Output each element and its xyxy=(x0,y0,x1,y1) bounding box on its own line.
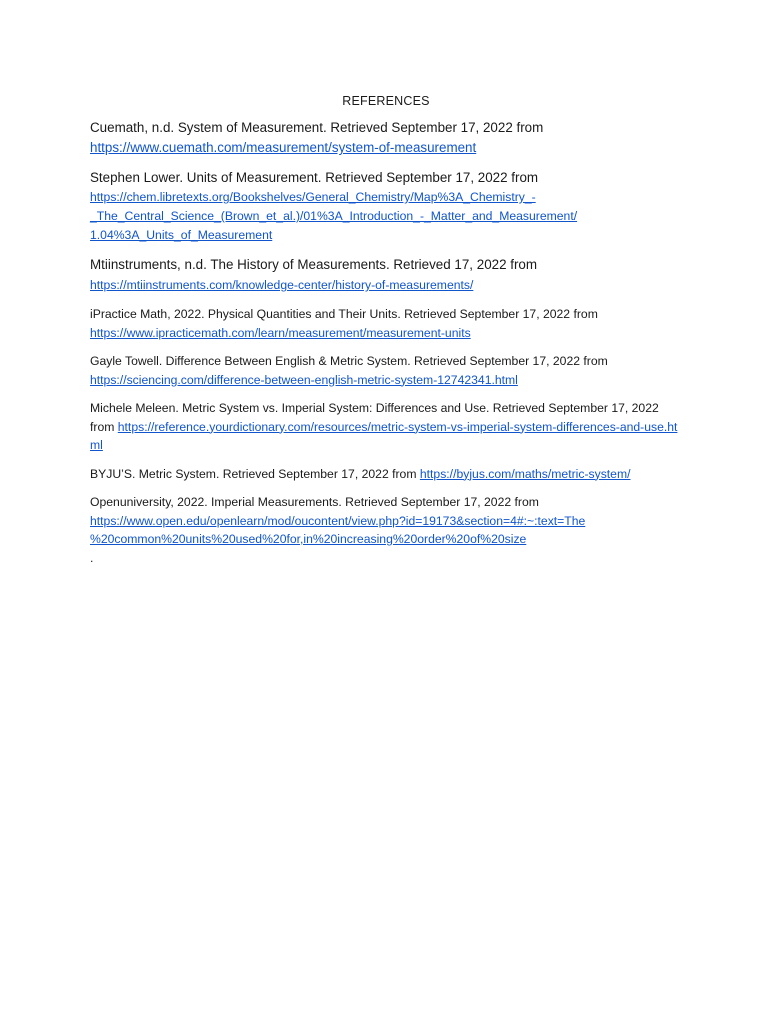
reference-link[interactable]: https://www.ipracticemath.com/learn/measurement/measurement-units xyxy=(90,325,471,340)
page-title: REFERENCES xyxy=(342,94,430,108)
reference-item xyxy=(90,352,682,389)
reference-link[interactable]: https://www.cuemath.com/measurement/system-of-measurement xyxy=(90,140,477,155)
reference-text: BYJU’S. Metric System. Retrieved September 17, 2022 from xyxy=(90,466,417,481)
reference-link-line: https://www.open.edu/openlearn/mod/oucontent/view.php?id=19173&section=4#:~:text=The xyxy=(90,513,586,528)
reference-item xyxy=(90,255,682,295)
reference-item xyxy=(90,118,682,158)
reference-item xyxy=(90,493,682,567)
reference-text: Mtiinstruments, n.d. The History of Measurements. Retrieved 17, 2022 from xyxy=(90,257,538,272)
reference-link[interactable] xyxy=(90,188,682,245)
reference-text: Gayle Towell. Difference Between English & Metric System. Retrieved September 17, 2022 from xyxy=(90,354,608,368)
reference-link[interactable] xyxy=(90,512,682,549)
reference-link[interactable]: https://reference.yourdictionary.com/resources/metric-system-vs-imperial-system-differences-and-use.html xyxy=(90,419,678,452)
reference-item xyxy=(90,399,682,455)
reference-link[interactable]: https://byjus.com/maths/metric-system/ xyxy=(419,466,631,481)
reference-link[interactable]: https://mtiinstruments.com/knowledge-center/history-of-measurements/ xyxy=(90,278,474,292)
reference-text: Michele Meleen. Metric System vs. Imperial System: Differences and Use. Retrieved September 17, 2022 from xyxy=(90,401,659,434)
reference-text: Stephen Lower. Units of Measurement. Retrieved September 17, 2022 from xyxy=(90,170,539,185)
reference-text: iPractice Math, 2022. Physical Quantities and Their Units. Retrieved September 17, 2022 from xyxy=(90,307,598,321)
document-page xyxy=(90,94,682,577)
reference-text: Openuniversity, 2022. Imperial Measurements. Retrieved September 17, 2022 from xyxy=(90,495,539,509)
reference-item xyxy=(90,168,682,245)
reference-item xyxy=(90,305,682,342)
reference-trailing-punctuation: . xyxy=(90,550,94,565)
reference-link-line: %20common%20units%20used%20for,in%20increasing%20order%20of%20size xyxy=(90,532,527,546)
reference-item xyxy=(90,465,682,484)
reference-link-line: 1.04%3A_Units_of_Measurement xyxy=(90,228,273,242)
reference-text: Cuemath, n.d. System of Measurement. Retrieved September 17, 2022 from xyxy=(90,120,544,135)
reference-link-line: https://chem.libretexts.org/Bookshelves/General_Chemistry/Map%3A_Chemistry_- xyxy=(90,190,536,204)
reference-link-line: _The_Central_Science_(Brown_et_al.)/01%3A_Introduction_-_Matter_and_Measurement/ xyxy=(90,209,578,223)
reference-link[interactable]: https://sciencing.com/difference-between-english-metric-system-12742341.html xyxy=(90,372,518,387)
